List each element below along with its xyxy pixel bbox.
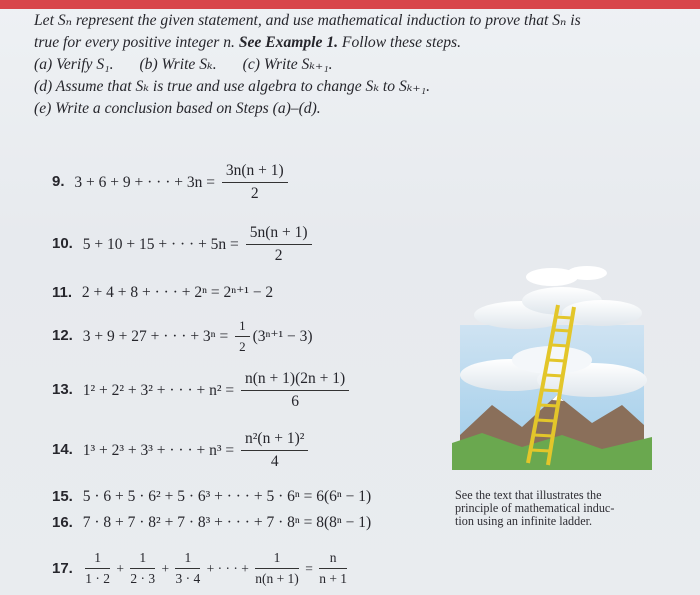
instruction-text: Follow these steps. [338,34,462,51]
example-reference: See Example 1. [238,34,339,51]
problem-rhs: (3ⁿ⁺¹ − 3) [252,328,313,345]
instruction-line-1: Let Sₙ represent the given statement, and use mathematical induction to prove that Sₙ is [34,12,581,29]
denominator: 2 [239,339,246,354]
problem-16 [52,514,371,532]
fraction [255,550,299,587]
problem-10 [52,224,315,265]
problem-lhs: 3 + 9 + 27 + · · · + 3ⁿ = [82,327,229,345]
problem-number: 16. [52,514,73,531]
equals-sign: = [305,560,313,576]
numerator: 1 [235,318,250,337]
problem-number: 10. [52,235,73,253]
top-color-bar [0,0,700,9]
plus-sign: + [116,560,124,576]
problem-equation: 7 · 8 + 7 · 8² + 7 · 8³ + · · · + 7 · 8ⁿ = 8(8ⁿ − 1) [82,514,372,531]
denominator: n + 1 [319,571,348,586]
problem-15 [52,488,371,506]
numerator: 3n(n + 1) [222,162,288,183]
numerator: n(n + 1)(2n + 1) [241,370,349,391]
denominator: 2 [250,185,259,202]
denominator: 1 · 2 [85,571,110,586]
problem-number: 13. [52,381,73,399]
instruction-line-2 [34,32,682,54]
instruction-text: true for every positive integer n. [34,34,239,51]
problem-11 [52,283,273,302]
fraction [130,550,155,587]
fraction [319,550,347,587]
numerator: 1 [175,550,200,569]
numerator: n²(n + 1)² [241,430,308,451]
fraction [235,318,250,355]
denominator: 2 · 3 [130,571,156,586]
ladder-caption [455,489,655,528]
fraction [241,430,308,471]
problem-number: 17. [52,560,73,577]
step-b: (b) Write Sₖ. [139,56,217,73]
denominator: 3 · 4 [175,571,201,586]
caption-line: tion using an infinite ladder. [455,514,593,528]
cloud-upper [474,266,642,329]
denominator: 2 [274,247,283,264]
caption-line: principle of mathematical induc- [455,501,615,515]
step-d: (d) Assume that Sₖ is true and use algebra to change Sₖ to Sₖ₊₁. [34,78,430,95]
denominator: 6 [291,393,299,410]
problem-equation: 2 + 4 + 8 + · · · + 2ⁿ = 2ⁿ⁺¹ − 2 [81,284,274,301]
problem-lhs: 3 + 6 + 9 + · · · + 3n = [74,173,215,191]
fraction [222,162,288,203]
fraction [85,550,110,587]
problem-9 [52,162,291,203]
step-e: (e) Write a conclusion based on Steps (a)–(d). [34,100,321,117]
problem-12 [52,318,313,355]
problem-number: 9. [52,173,65,191]
numerator: 1 [85,550,110,569]
plus-sign: + [161,560,170,576]
denominator: n(n + 1) [255,571,299,586]
fraction [241,370,349,411]
problem-number: 14. [52,441,73,459]
problem-number: 12. [52,327,73,345]
infinite-ladder-illustration [452,255,652,481]
problem-equation: 5 · 6 + 5 · 6² + 5 · 6³ + · · · + 5 · 6ⁿ = 6(6ⁿ − 1) [82,488,372,505]
numerator: n [319,550,347,569]
numerator: 5n(n + 1) [246,224,312,245]
numerator: 1 [130,550,155,569]
fraction [175,550,200,587]
steps-abc [34,54,682,76]
fraction [246,224,312,265]
caption-line: See the text that illustrates the [455,488,602,502]
problem-number: 11. [52,284,73,301]
problem-17 [52,550,350,587]
problem-lhs: 5 + 10 + 15 + · · · + 5n = [82,235,239,253]
step-c: (c) Write Sₖ₊₁. [242,56,333,73]
step-a: (a) Verify S₁. [34,56,114,73]
problem-13 [52,370,352,411]
problem-number: 15. [52,488,73,505]
problem-14 [52,430,311,471]
instructions [34,10,682,120]
problem-lhs: 1³ + 2³ + 3³ + · · · + n³ = [82,441,235,459]
denominator: 4 [270,453,279,470]
ellipsis: + · · · + [206,560,249,576]
problem-lhs: 1² + 2² + 3² + · · · + n² = [82,381,235,399]
numerator: 1 [255,550,299,569]
